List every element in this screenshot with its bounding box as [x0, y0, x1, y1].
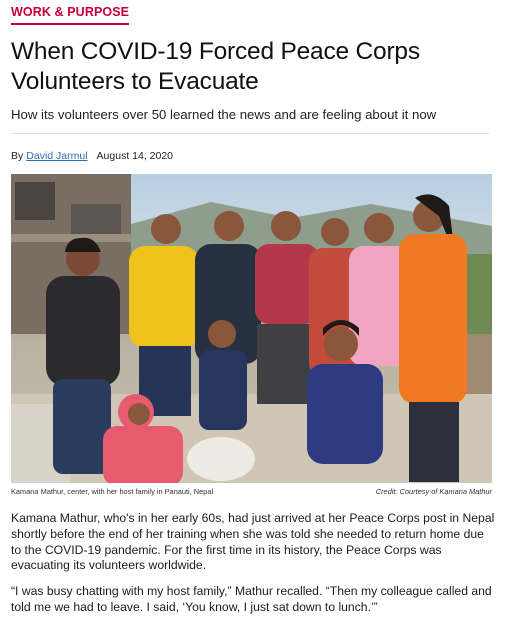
group-photo-illustration — [11, 174, 492, 483]
caption-text: Kamana Mathur, center, with her host family in Panauti, Nepal — [11, 487, 214, 496]
author-link[interactable]: David Jarmul — [26, 150, 88, 162]
divider — [11, 133, 489, 134]
dek: How its volunteers over 50 learned the news and are feeling about it now — [11, 107, 437, 122]
article-body — [11, 511, 495, 616]
byline-prefix: By — [11, 150, 24, 162]
photo-caption — [11, 487, 492, 496]
publish-date: August 14, 2020 — [96, 150, 174, 162]
hero-photo — [11, 174, 492, 483]
byline — [11, 150, 495, 162]
article — [11, 0, 495, 626]
section-kicker-link[interactable]: WORK & PURPOSE — [11, 5, 129, 25]
paragraph-2: “I was busy chatting with my host family,” Mathur recalled. “Then my colleague called and told me we had to leave. I said, ‘You know, I just sat down to lunch.’” — [11, 584, 492, 614]
photo-credit: Credit: Courtesy of Kamana Mathur — [375, 487, 492, 496]
paragraph-1: Kamana Mathur, who's in her early 60s, had just arrived at her Peace Corps post in Nepal shortly before the end of her training when she was told she needed to return home due to the COVID-19 pandemic. For the first time in its history, the Peace Corps was evacuating its volunteers worldwide. — [11, 511, 495, 573]
headline: When COVID-19 Forced Peace Corps Volunteers to Evacuate — [11, 38, 420, 95]
